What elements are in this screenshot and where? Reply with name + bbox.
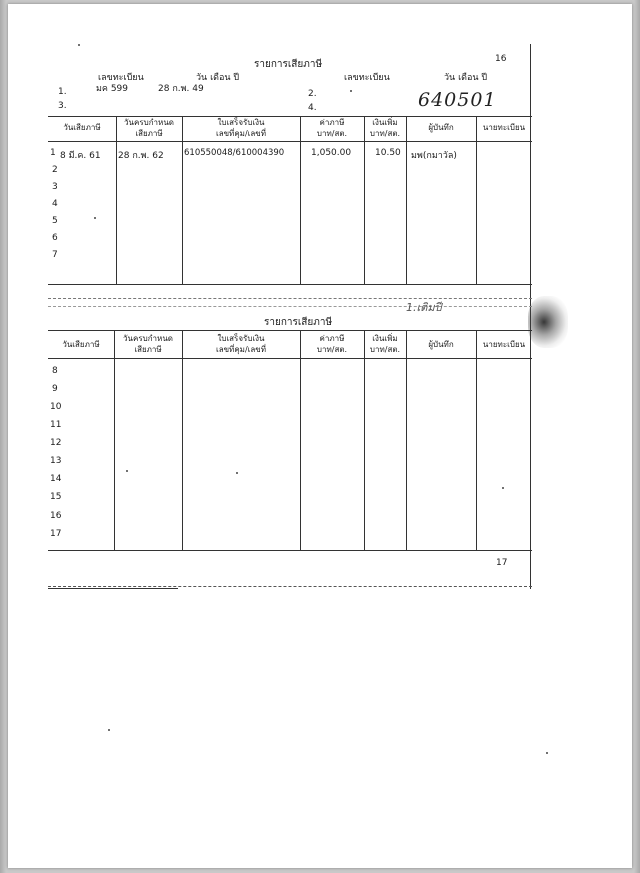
lower-header-recorder: ผู้บันทึก <box>428 340 454 349</box>
reg-row4-index: 4. <box>308 103 317 113</box>
lower-row-number: 17 <box>50 529 62 539</box>
date-label-left: วัน เดือน ปี <box>196 73 240 83</box>
scan-speck <box>236 472 238 474</box>
scan-speck <box>94 217 96 219</box>
lower-row-number: 12 <box>50 438 62 448</box>
document-page <box>8 4 632 868</box>
lower-row-number: 14 <box>50 474 62 484</box>
date-label-right: วัน เดือน ปี <box>444 73 488 83</box>
upper-row-recorder: มพ(กมาวัล) <box>411 151 457 161</box>
upper-header-receipt-line1: ใบเสร็จรับเงิน <box>217 118 265 127</box>
upper-row-due-date: 28 ก.พ. 62 <box>118 151 164 161</box>
reg-row2-index: 2. <box>308 89 317 99</box>
upper-row-number: 7 <box>52 250 58 260</box>
lower-header-due-line1: วันครบกำหนด <box>123 334 173 343</box>
upper-header-due-line1: วันครบกำหนด <box>124 118 174 127</box>
upper-row-number: 4 <box>52 199 58 209</box>
faint-handwriting: 1.เดิมปี <box>406 301 442 314</box>
upper-row-number: 2 <box>52 165 58 175</box>
scan-speck <box>502 487 504 489</box>
section-title-lower: รายการเสียภาษี <box>264 317 333 328</box>
registration-label-left: เลขทะเบียน <box>98 73 144 83</box>
upper-header-registrar: นายทะเบียน <box>482 123 526 132</box>
upper-header-tax-line2: บาท/สต. <box>316 129 348 138</box>
lower-row-number: 10 <box>50 402 62 412</box>
handwritten-number: 640501 <box>418 89 497 111</box>
reg-row3-index: 3. <box>58 101 67 111</box>
lower-row-number: 15 <box>50 492 62 502</box>
upper-row-extra: 10.50 <box>375 148 401 158</box>
lower-row-number: 16 <box>50 511 62 521</box>
lower-row-number: 9 <box>52 384 58 394</box>
upper-header-tax-line1: ค่าภาษี <box>319 118 345 127</box>
page-number-bottom: 17 <box>496 558 508 568</box>
upper-row-receipt: 610550048/610004390 <box>184 148 285 158</box>
lower-header-receipt-line1: ใบเสร็จรับเงิน <box>217 334 265 343</box>
upper-row-number: 5 <box>52 216 58 226</box>
page-number-top: 16 <box>495 54 507 64</box>
reg-row1-plate: มค 599 <box>96 84 128 94</box>
section-title: รายการเสียภาษี <box>254 59 323 70</box>
upper-row-number: 3 <box>52 182 58 192</box>
lower-row-number: 11 <box>50 420 62 430</box>
scan-speck <box>350 90 352 92</box>
lower-header-tax-line1: ค่าภาษี <box>319 334 345 343</box>
lower-header-extra-line1: เงินเพิ่ม <box>372 334 398 343</box>
upper-header-pay-date: วันเสียภาษี <box>63 123 101 132</box>
upper-row-number: 1 <box>50 148 56 158</box>
scan-speck <box>126 470 128 472</box>
lower-header-extra-line2: บาท/สต. <box>369 345 401 354</box>
reg-row1-index: 1. <box>58 87 67 97</box>
lower-header-tax-line2: บาท/สต. <box>316 345 348 354</box>
upper-header-extra-line2: บาท/สต. <box>369 129 401 138</box>
upper-row-number: 6 <box>52 233 58 243</box>
reg-row1-date: 28 ก.พ. 49 <box>158 84 204 94</box>
upper-row-tax: 1,050.00 <box>311 148 352 158</box>
lower-row-number: 8 <box>52 366 58 376</box>
upper-row-pay-date: 8 มี.ค. 61 <box>60 151 101 161</box>
upper-header-receipt-line2: เลขที่คุม/เลขที่ <box>215 129 267 138</box>
lower-header-pay-date: วันเสียภาษี <box>62 340 100 349</box>
lower-header-receipt-line2: เลขที่คุม/เลขที่ <box>215 345 267 354</box>
upper-header-due-line2: เสียภาษี <box>135 129 163 138</box>
upper-header-recorder: ผู้บันทึก <box>428 123 454 132</box>
scan-speck <box>78 44 80 46</box>
scan-speck <box>546 752 548 754</box>
scan-speck <box>108 729 110 731</box>
lower-header-registrar: นายทะเบียน <box>482 340 526 349</box>
registration-label-right: เลขทะเบียน <box>344 73 390 83</box>
lower-row-number: 13 <box>50 456 62 466</box>
ink-smudge <box>528 296 568 348</box>
upper-header-extra-line1: เงินเพิ่ม <box>372 118 398 127</box>
lower-header-due-line2: เสียภาษี <box>134 345 162 354</box>
